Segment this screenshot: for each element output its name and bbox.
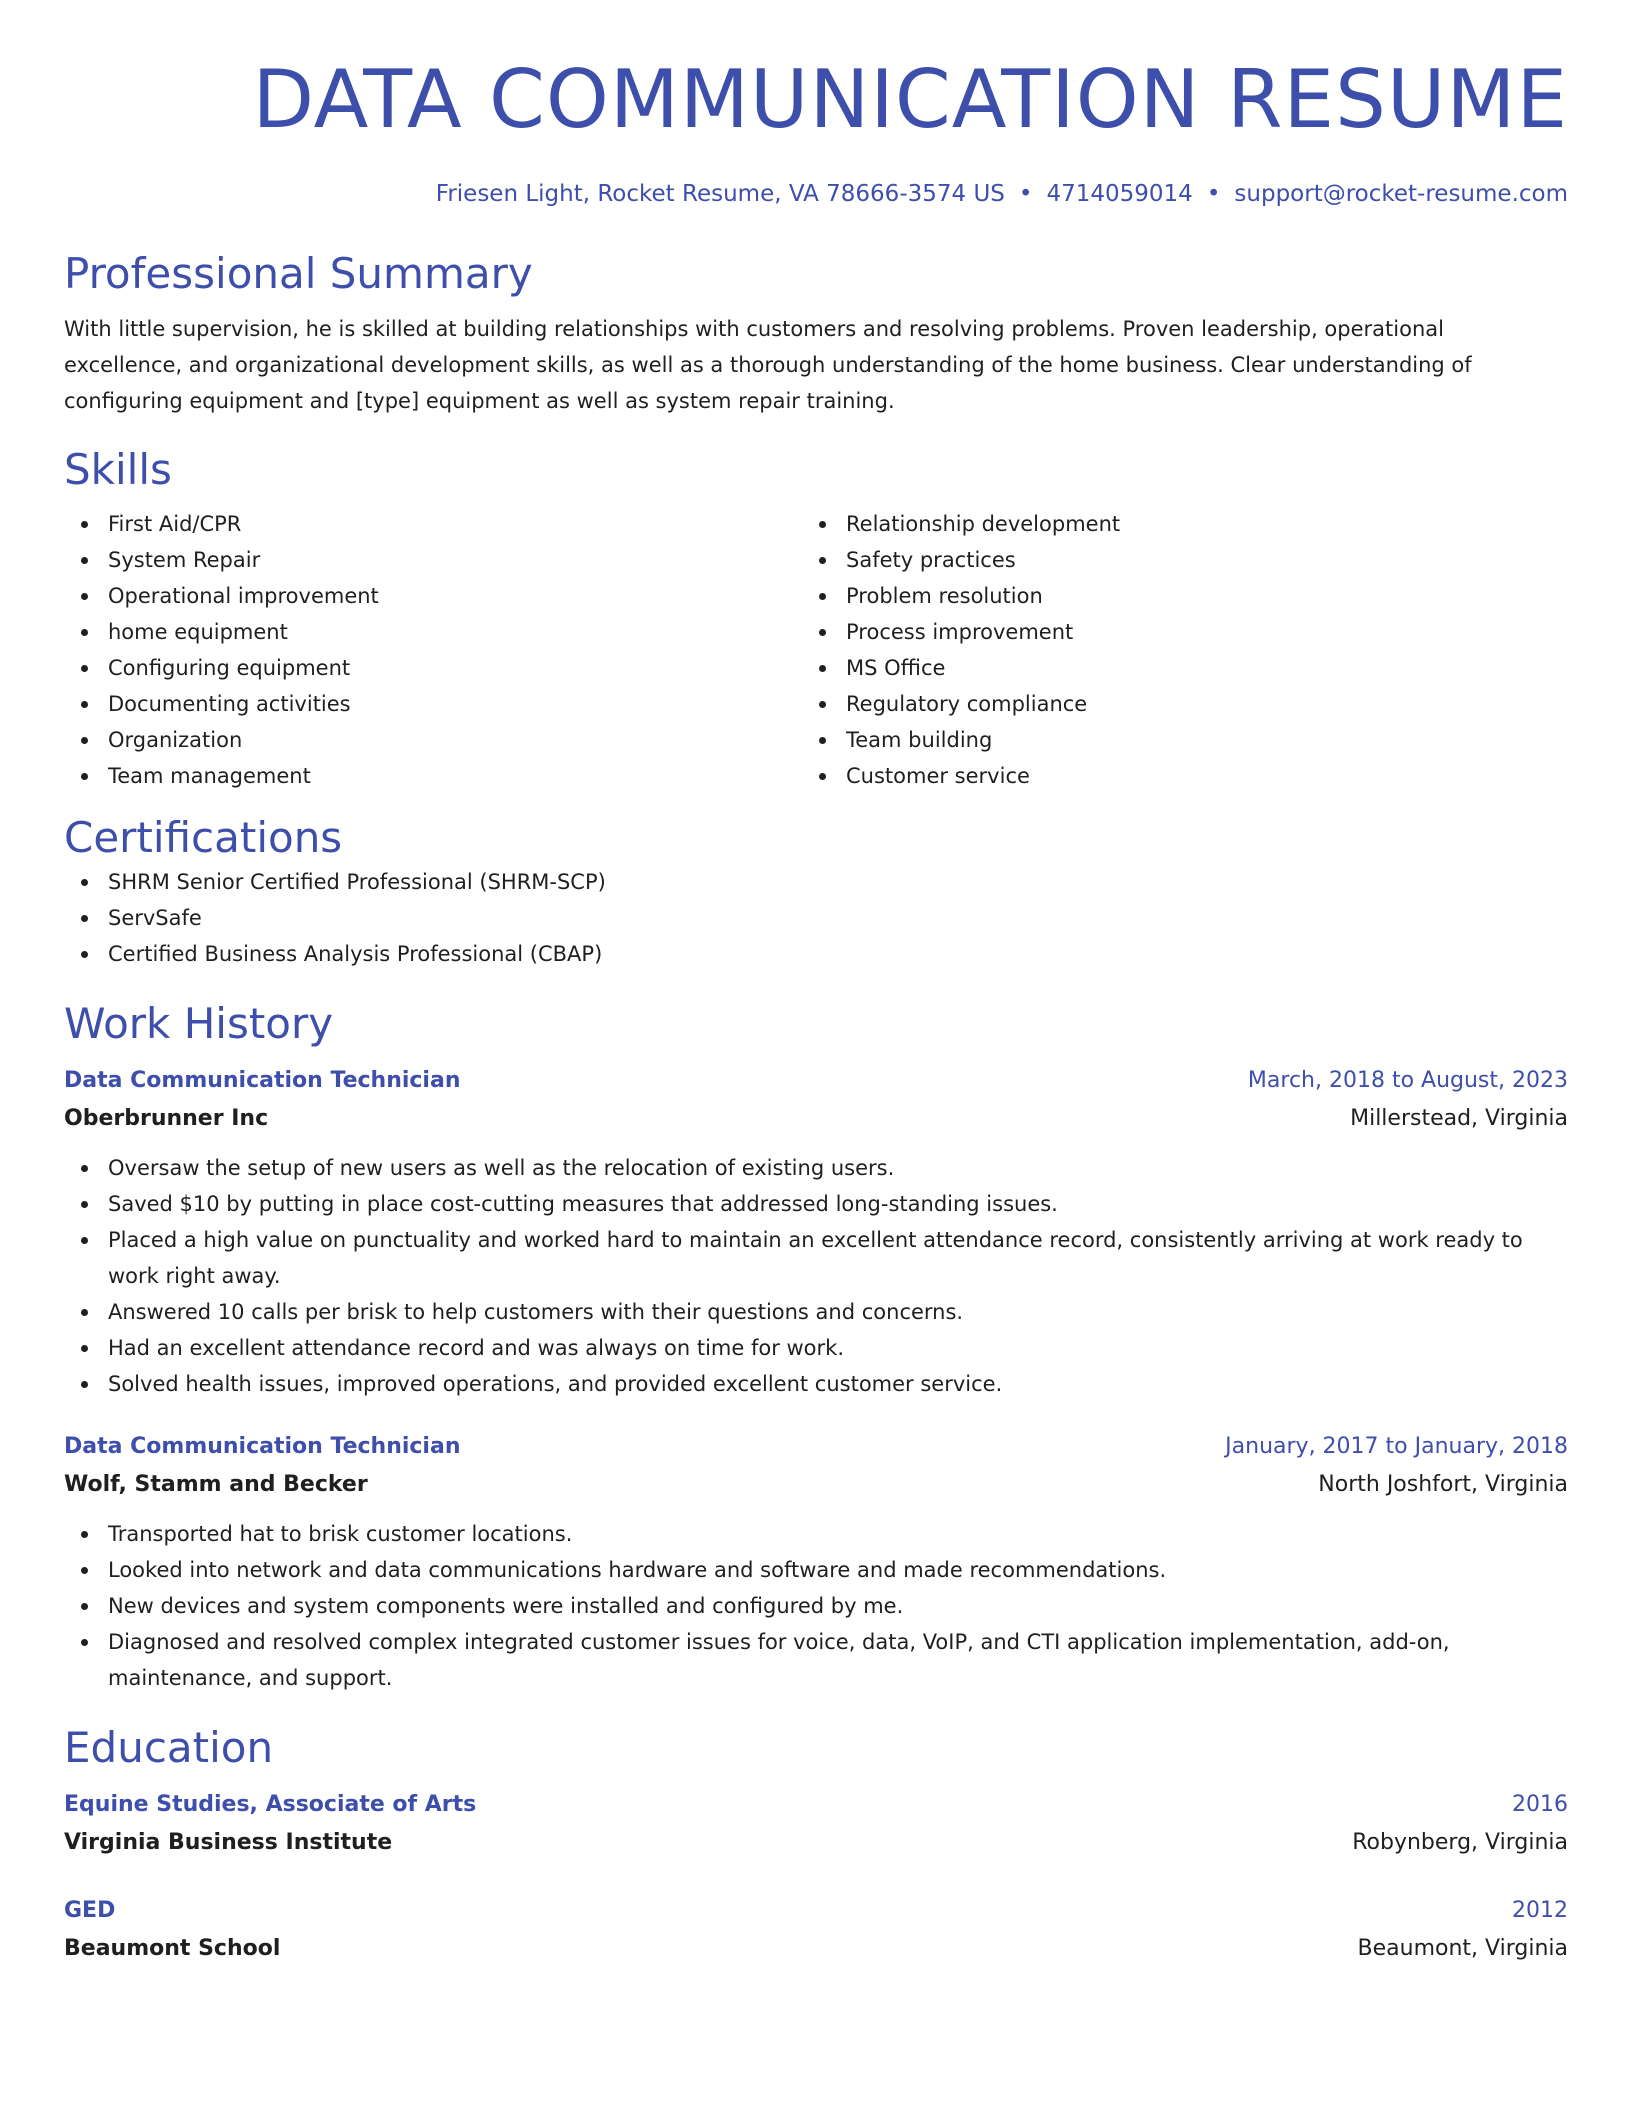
contact-line [64, 177, 1568, 211]
contact-phone[interactable]: 4714059014 [1046, 181, 1193, 207]
job-dates: January, 2017 to January, 2018 [1225, 1434, 1568, 1459]
skill-item: MS Office [802, 650, 1540, 686]
skill-item: Documenting activities [64, 686, 802, 722]
job-entry [64, 1428, 1568, 1696]
skill-item: home equipment [64, 614, 802, 650]
education-entry [64, 1892, 1568, 1968]
skill-item: Process improvement [802, 614, 1540, 650]
job-company: Oberbrunner Inc [64, 1106, 269, 1131]
skill-item: Problem resolution [802, 578, 1540, 614]
education-school: Virginia Business Institute [64, 1830, 393, 1855]
skill-item: Operational improvement [64, 578, 802, 614]
job-bullet: Answered 10 calls per brisk to help customers with their questions and concerns. [64, 1294, 1568, 1330]
resume-title: DATA COMMUNICATION RESUME [252, 53, 1568, 146]
contact-address: Friesen Light, Rocket Resume, VA 78666-3574 US [435, 181, 1005, 207]
skill-item: Team management [64, 758, 802, 794]
job-location: Millerstead, Virginia [1350, 1106, 1568, 1131]
certification-item: Certified Business Analysis Professional (CBAP) [64, 936, 1568, 972]
job-location: North Joshfort, Virginia [1318, 1472, 1568, 1497]
skill-item: First Aid/CPR [64, 506, 802, 542]
job-title: Data Communication Technician [64, 1434, 461, 1459]
skill-item: Regulatory compliance [802, 686, 1540, 722]
job-dates: March, 2018 to August, 2023 [1247, 1068, 1568, 1093]
job-bullet: Diagnosed and resolved complex integrated customer issues for voice, data, VoIP, and CTI application implementation, add-on, maintenance, and support. [64, 1624, 1568, 1696]
skill-item: Relationship development [802, 506, 1540, 542]
summary-heading: Professional Summary [64, 249, 533, 298]
contact-email[interactable]: support@rocket-resume.com [1234, 181, 1568, 207]
education-location: Robynberg, Virginia [1352, 1830, 1568, 1855]
summary-text: With little supervision, he is skilled at building relationships with customers and resolving problems. Proven leadership, operational excellence, and organizational development skills, as well as a thorough understanding of the home business. Clear understanding of configuring equipment and [type] equipment as well as system repair training. [64, 317, 1472, 413]
job-bullet: Oversaw the setup of new users as well as the relocation of existing users. [64, 1150, 1568, 1186]
contact-separator: • [1018, 181, 1033, 207]
education-year: 2012 [1512, 1898, 1568, 1923]
skills-heading: Skills [64, 445, 172, 494]
contact-separator: • [1206, 181, 1221, 207]
skill-item: System Repair [64, 542, 802, 578]
certifications-list [64, 864, 1568, 972]
education-year: 2016 [1512, 1792, 1568, 1817]
education-degree: GED [64, 1898, 116, 1923]
skills-column-left [64, 506, 802, 794]
job-bullets [64, 1150, 1568, 1402]
education-degree: Equine Studies, Associate of Arts [64, 1792, 477, 1817]
education-school: Beaumont School [64, 1936, 281, 1961]
job-bullet: New devices and system components were installed and configured by me. [64, 1588, 1568, 1624]
skill-item: Customer service [802, 758, 1540, 794]
certifications-heading: Certifications [64, 813, 343, 862]
skills-column-right [802, 506, 1540, 794]
skill-item: Configuring equipment [64, 650, 802, 686]
job-bullet: Transported hat to brisk customer locations. [64, 1516, 1568, 1552]
job-bullets [64, 1516, 1568, 1696]
job-entry [64, 1062, 1568, 1402]
job-bullet: Placed a high value on punctuality and worked hard to maintain an excellent attendance record, consistently arriving at work ready to work right away. [64, 1222, 1568, 1294]
certification-item: SHRM Senior Certified Professional (SHRM-SCP) [64, 864, 1568, 900]
job-bullet: Saved $10 by putting in place cost-cutting measures that addressed long-standing issues. [64, 1186, 1568, 1222]
job-company: Wolf, Stamm and Becker [64, 1472, 368, 1497]
job-bullet: Had an excellent attendance record and was always on time for work. [64, 1330, 1568, 1366]
education-heading: Education [64, 1723, 274, 1772]
job-bullet: Solved health issues, improved operations, and provided excellent customer service. [64, 1366, 1568, 1402]
skill-item: Safety practices [802, 542, 1540, 578]
work-history-heading: Work History [64, 999, 334, 1048]
job-title: Data Communication Technician [64, 1068, 461, 1093]
skill-item: Team building [802, 722, 1540, 758]
job-bullet: Looked into network and data communications hardware and software and made recommendations. [64, 1552, 1568, 1588]
education-location: Beaumont, Virginia [1357, 1936, 1568, 1961]
education-entry [64, 1786, 1568, 1862]
skill-item: Organization [64, 722, 802, 758]
skills-list [64, 506, 1568, 794]
certification-item: ServSafe [64, 900, 1568, 936]
